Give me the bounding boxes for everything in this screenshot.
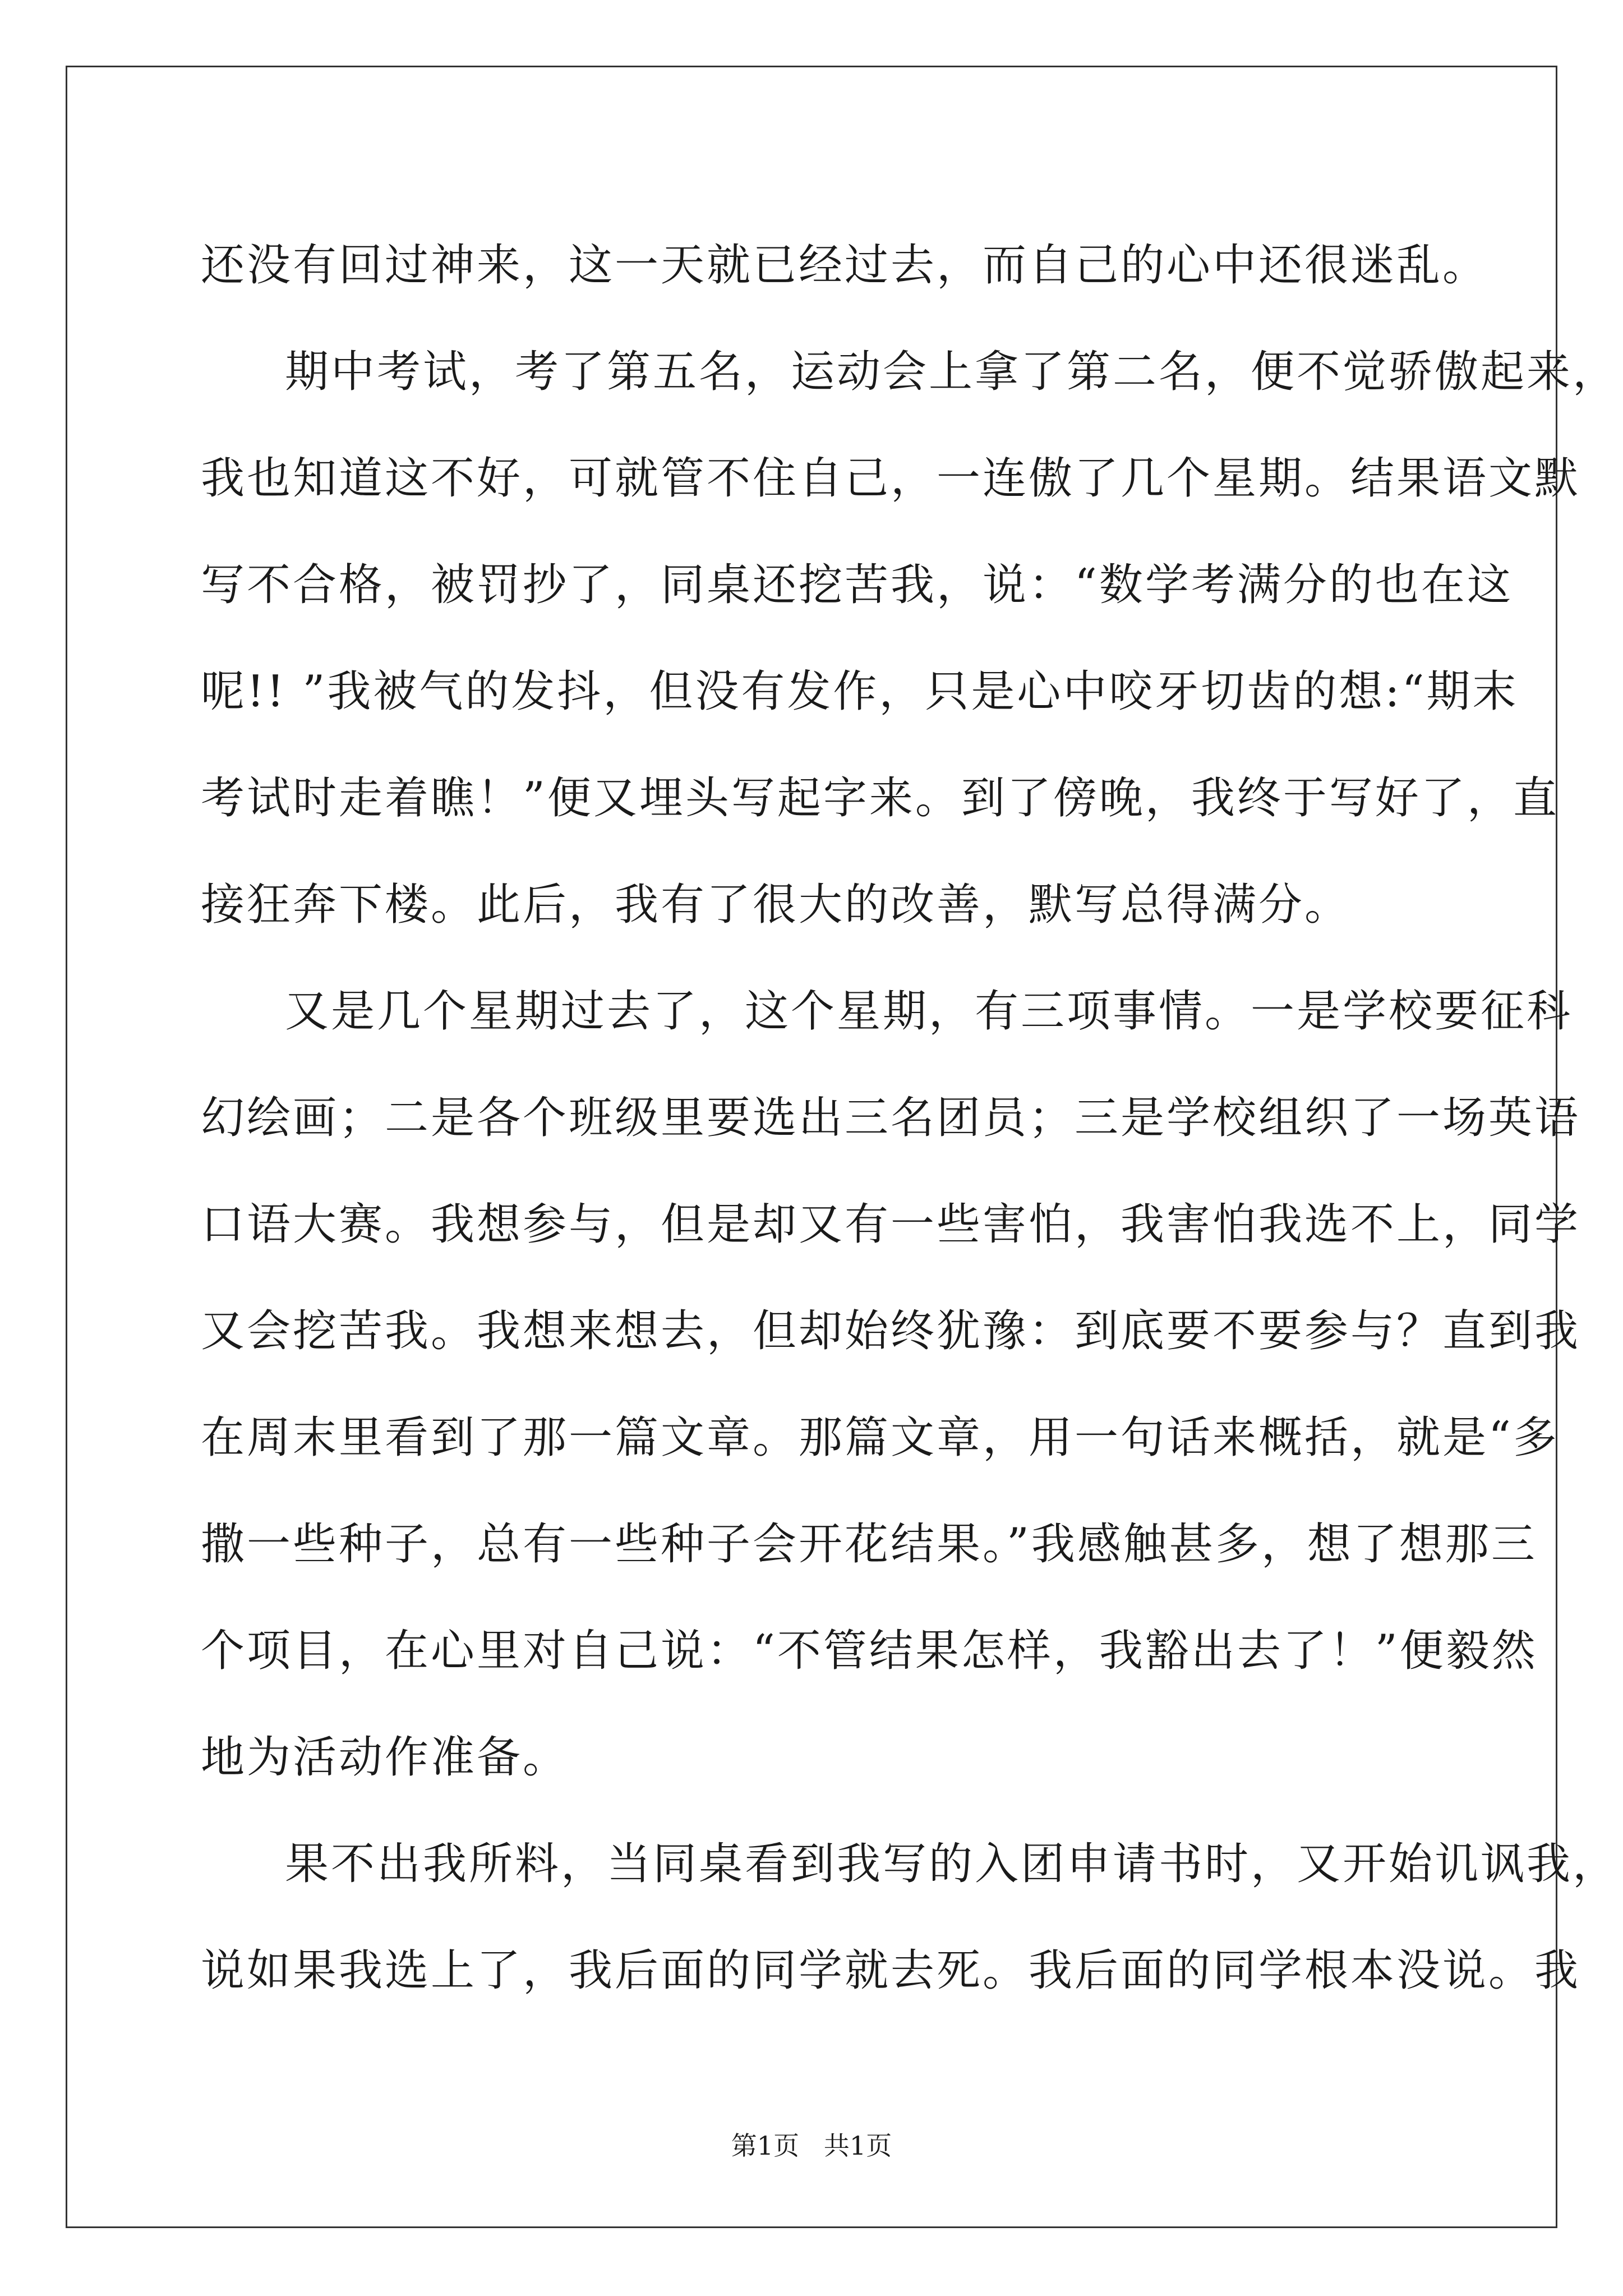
text-line: 在周末里看到了那一篇文章。那篇文章，用一句话来概括，就是“多 — [201, 1412, 1559, 1463]
text-line: 地为活动作准备。 — [201, 1732, 569, 1783]
text-line: 我也知道这不好，可就管不住自己，一连傲了几个星期。结果语文默 — [201, 453, 1581, 504]
text-line: 考试时走着瞧！”便又埋头写起字来。到了傍晚，我终于写好了，直 — [201, 773, 1559, 823]
text-line: 又是几个星期过去了，这个星期，有三项事情。一是学校要征科 — [285, 986, 1573, 1037]
text-line: 口语大赛。我想参与，但是却又有一些害怕，我害怕我选不上，同学 — [201, 1199, 1581, 1250]
text-line: 果不出我所料，当同桌看到我写的入团申请书时，又开始讥讽我， — [285, 1839, 1619, 1889]
text-line: 写不合格，被罚抄了，同桌还挖苦我，说：“数学考满分的也在这 — [201, 560, 1513, 610]
document-body — [201, 212, 1619, 2024]
text-line: 期中考试，考了第五名，运动会上拿了第二名，便不觉骄傲起来， — [285, 347, 1619, 397]
text-line: 幻绘画；二是各个班级里要选出三名团员；三是学校组织了一场英语 — [201, 1093, 1581, 1143]
page-number-footer: 第1页 共1页 — [731, 2131, 892, 2161]
text-line: 还没有回过神来，这一天就已经过去，而自己的心中还很迷乱。 — [201, 240, 1489, 291]
text-line: 又会挖苦我。我想来想去，但却始终犹豫：到底要不要参与？直到我 — [201, 1306, 1581, 1356]
text-line: 个项目，在心里对自己说：“不管结果怎样，我豁出去了！”便毅然 — [201, 1626, 1538, 1676]
text-line: 接狂奔下楼。此后，我有了很大的改善，默写总得满分。 — [201, 880, 1351, 930]
text-line: 说如果我选上了，我后面的同学就去死。我后面的同学根本没说。我 — [201, 1945, 1581, 1996]
text-line: 撒一些种子，总有一些种子会开花结果。”我感触甚多，想了想那三 — [201, 1519, 1537, 1570]
text-line: 呢!! ”我被气的发抖，但没有发作，只是心中咬牙切齿的想:“期末 — [201, 666, 1519, 717]
